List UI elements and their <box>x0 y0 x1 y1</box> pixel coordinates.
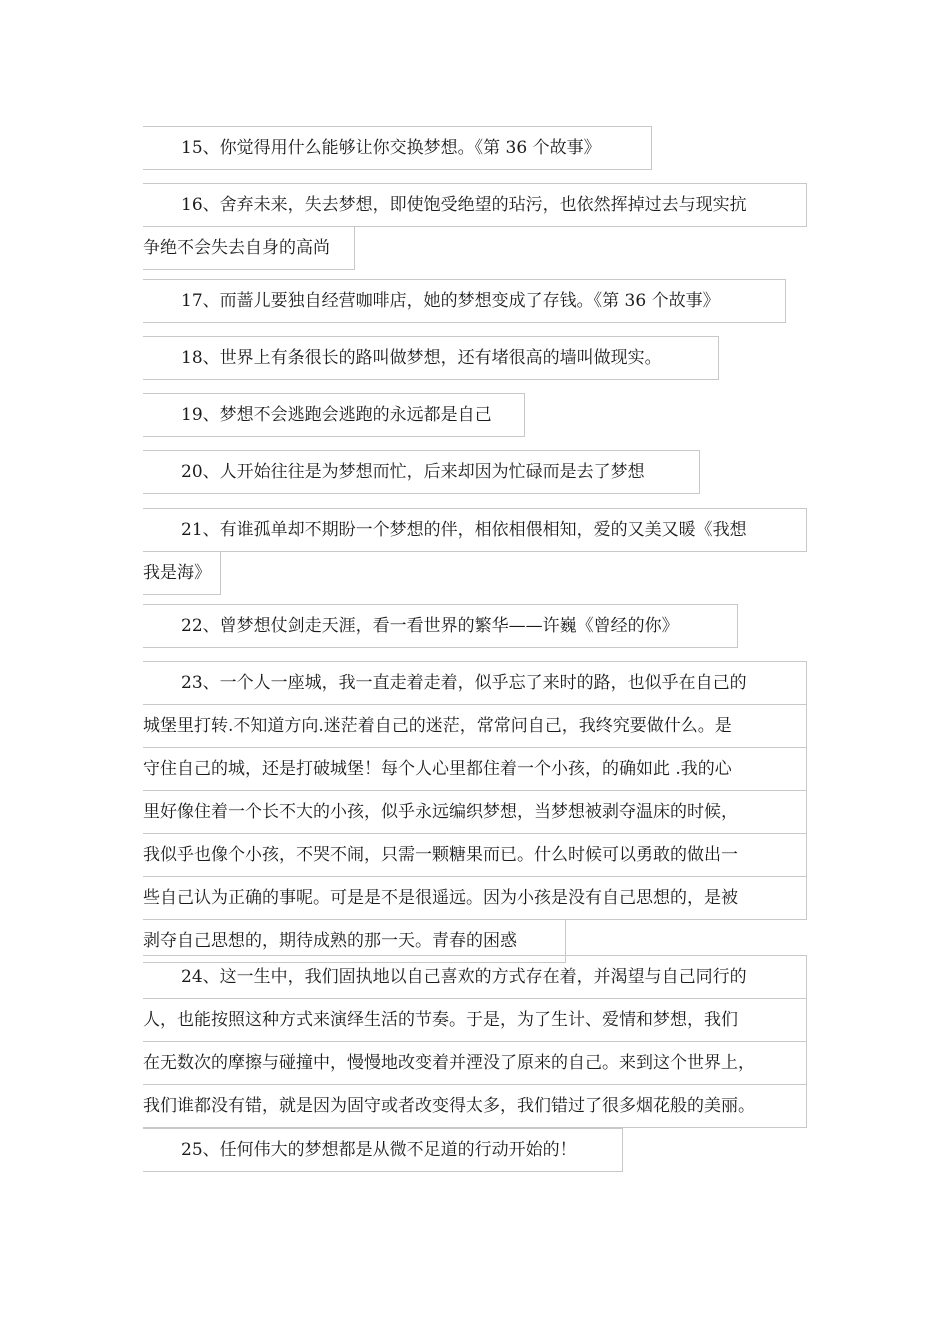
text-line: 23、一个人一座城，我一直走着走着，似乎忘了来时的路，也似乎在自己的 <box>143 661 807 705</box>
text-line: 剥夺自己思想的，期待成熟的那一天。青春的困惑 <box>143 920 566 963</box>
text-line: 16、舍弃未来，失去梦想，即使饱受绝望的玷污，也依然挥掉过去与现实抗 <box>143 183 807 227</box>
paragraph-20 <box>143 450 700 494</box>
text-line: 在无数次的摩擦与碰撞中，慢慢地改变着并湮没了原来的自己。来到这个世界上， <box>143 1042 807 1085</box>
text-line: 争绝不会失去自身的高尚 <box>143 227 355 270</box>
text-line: 我是海》 <box>143 552 221 595</box>
text-line: 城堡里打转.不知道方向.迷茫着自己的迷茫，常常问自己，我终究要做什么。是 <box>143 705 807 748</box>
text-line: 24、这一生中，我们固执地以自己喜欢的方式存在着，并渴望与自己同行的 <box>143 955 807 999</box>
text-line: 25、任何伟大的梦想都是从微不足道的行动开始的！ <box>143 1128 623 1172</box>
text-line: 18、世界上有条很长的路叫做梦想，还有堵很高的墙叫做现实。 <box>143 336 719 380</box>
paragraph-18 <box>143 336 719 380</box>
paragraph-15 <box>143 126 652 170</box>
paragraph-17 <box>143 279 786 323</box>
text-line: 我们谁都没有错，就是因为固守或者改变得太多，我们错过了很多烟花般的美丽。 <box>143 1085 807 1128</box>
text-line: 19、梦想不会逃跑会逃跑的永远都是自己 <box>143 393 525 437</box>
text-line: 15、你觉得用什么能够让你交换梦想。《第 36 个故事》 <box>143 126 652 170</box>
paragraph-21 <box>143 508 807 595</box>
paragraph-19 <box>143 393 525 437</box>
text-line: 里好像住着一个长不大的小孩，似乎永远编织梦想，当梦想被剥夺温床的时候， <box>143 791 807 834</box>
text-line: 17、而蔷儿要独自经营咖啡店，她的梦想变成了存钱。《第 36 个故事》 <box>143 279 786 323</box>
text-line: 20、人开始往往是为梦想而忙，后来却因为忙碌而是去了梦想 <box>143 450 700 494</box>
paragraph-24 <box>143 955 807 1128</box>
text-line: 22、曾梦想仗剑走天涯，看一看世界的繁华——许巍《曾经的你》 <box>143 604 738 648</box>
text-line: 守住自己的城，还是打破城堡！每个人心里都住着一个小孩，的确如此 .我的心 <box>143 748 807 791</box>
text-line: 些自己认为正确的事呢。可是是不是很遥远。因为小孩是没有自己思想的，是被 <box>143 877 807 920</box>
text-line: 人，也能按照这种方式来演绎生活的节奏。于是，为了生计、爱情和梦想，我们 <box>143 999 807 1042</box>
paragraph-23 <box>143 661 807 963</box>
paragraph-25 <box>143 1128 623 1172</box>
paragraph-22 <box>143 604 738 648</box>
text-line: 21、有谁孤单却不期盼一个梦想的伴，相依相偎相知，爱的又美又暖《我想 <box>143 508 807 552</box>
text-line: 我似乎也像个小孩，不哭不闹，只需一颗糖果而已。什么时候可以勇敢的做出一 <box>143 834 807 877</box>
paragraph-16 <box>143 183 807 270</box>
